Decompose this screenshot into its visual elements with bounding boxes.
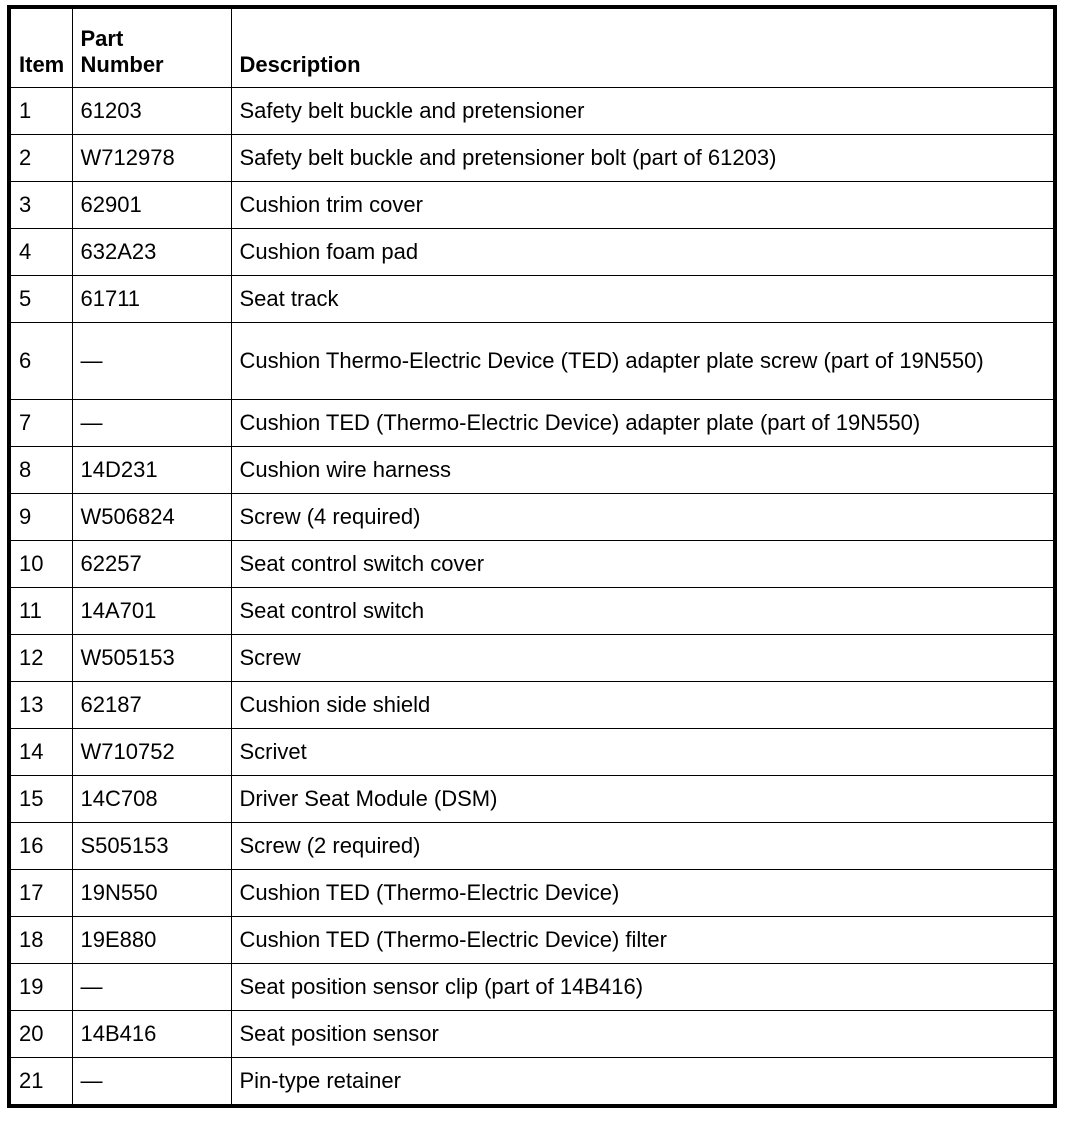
item-cell: 19 [9,964,72,1011]
item-cell: 5 [9,276,72,323]
table-row [9,494,1055,541]
table-row [9,135,1055,182]
part-number-cell: W712978 [72,135,231,182]
table-row [9,1011,1055,1058]
part-number-cell: W506824 [72,494,231,541]
item-cell: 15 [9,776,72,823]
item-cell: 4 [9,229,72,276]
part-number-cell: 62257 [72,541,231,588]
item-cell: 16 [9,823,72,870]
table-row [9,541,1055,588]
description-cell: Pin-type retainer [231,1058,1055,1107]
part-number-cell: 14C708 [72,776,231,823]
part-number-cell: 632A23 [72,229,231,276]
item-cell: 17 [9,870,72,917]
description-cell: Screw (4 required) [231,494,1055,541]
item-cell: 2 [9,135,72,182]
header-item: Item [9,7,72,88]
table-row [9,870,1055,917]
description-cell: Cushion Thermo-Electric Device (TED) adapter plate screw (part of 19N550) [231,323,1055,400]
item-cell: 14 [9,729,72,776]
table-row [9,917,1055,964]
description-cell: Cushion side shield [231,682,1055,729]
description-cell: Seat control switch cover [231,541,1055,588]
item-cell: 10 [9,541,72,588]
description-cell: Cushion TED (Thermo-Electric Device) adapter plate (part of 19N550) [231,400,1055,447]
item-cell: 6 [9,323,72,400]
description-cell: Scrivet [231,729,1055,776]
item-cell: 20 [9,1011,72,1058]
part-number-cell: 14B416 [72,1011,231,1058]
table-row [9,229,1055,276]
table-row [9,588,1055,635]
table-row [9,1058,1055,1107]
item-cell: 11 [9,588,72,635]
description-cell: Cushion wire harness [231,447,1055,494]
part-number-cell: 14A701 [72,588,231,635]
part-number-cell: W710752 [72,729,231,776]
item-cell: 18 [9,917,72,964]
item-cell: 7 [9,400,72,447]
description-cell: Cushion TED (Thermo-Electric Device) filter [231,917,1055,964]
description-cell: Screw [231,635,1055,682]
description-cell: Driver Seat Module (DSM) [231,776,1055,823]
header-part-number [72,7,231,88]
part-number-cell: 14D231 [72,447,231,494]
table-row [9,729,1055,776]
description-cell: Cushion TED (Thermo-Electric Device) [231,870,1055,917]
item-cell: 1 [9,88,72,135]
header-part-line2: Number [80,52,164,77]
header-description: Description [231,7,1055,88]
item-cell: 9 [9,494,72,541]
table-row [9,964,1055,1011]
parts-table [7,5,1057,1108]
part-number-cell: 62187 [72,682,231,729]
table-row [9,276,1055,323]
description-cell: Seat position sensor [231,1011,1055,1058]
table-row [9,323,1055,400]
item-cell: 3 [9,182,72,229]
part-number-cell: W505153 [72,635,231,682]
part-number-cell: 61203 [72,88,231,135]
table-row [9,823,1055,870]
description-cell: Cushion foam pad [231,229,1055,276]
description-cell: Safety belt buckle and pretensioner bolt (part of 61203) [231,135,1055,182]
part-number-cell: — [72,323,231,400]
part-number-cell: — [72,1058,231,1107]
header-part-line1: Part [80,26,124,51]
description-cell: Safety belt buckle and pretensioner [231,88,1055,135]
item-cell: 8 [9,447,72,494]
table-row [9,88,1055,135]
part-number-cell: 62901 [72,182,231,229]
table-row [9,182,1055,229]
description-cell: Cushion trim cover [231,182,1055,229]
description-cell: Screw (2 required) [231,823,1055,870]
description-cell: Seat control switch [231,588,1055,635]
part-number-cell: 61711 [72,276,231,323]
part-number-cell: 19N550 [72,870,231,917]
description-cell: Seat position sensor clip (part of 14B416) [231,964,1055,1011]
part-number-cell: — [72,964,231,1011]
table-row [9,447,1055,494]
table-row [9,400,1055,447]
table-row [9,682,1055,729]
part-number-cell: 19E880 [72,917,231,964]
table-row [9,776,1055,823]
part-number-cell: S505153 [72,823,231,870]
description-cell: Seat track [231,276,1055,323]
table-row [9,635,1055,682]
item-cell: 21 [9,1058,72,1107]
item-cell: 12 [9,635,72,682]
header-row [9,7,1055,88]
part-number-cell: — [72,400,231,447]
item-cell: 13 [9,682,72,729]
